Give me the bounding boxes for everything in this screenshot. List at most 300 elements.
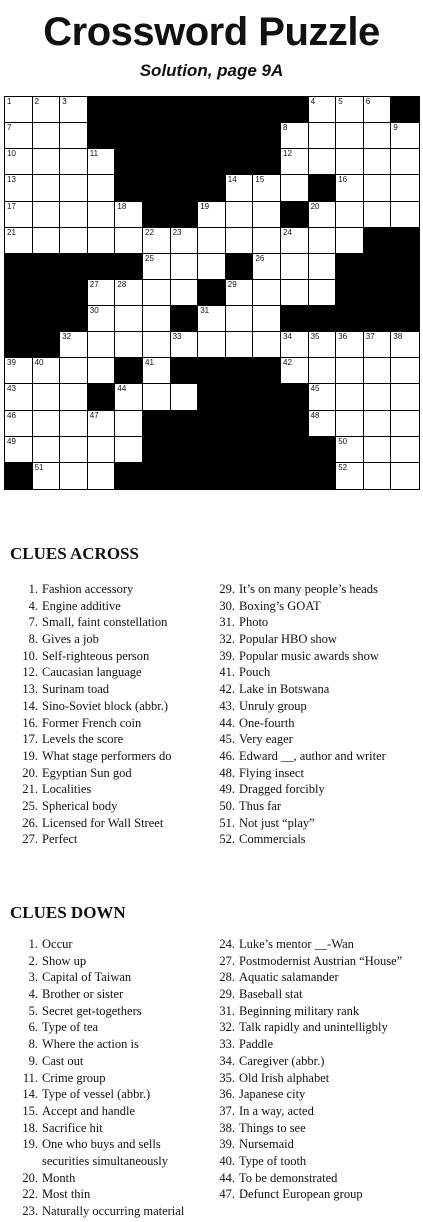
grid-cell[interactable] xyxy=(336,228,364,254)
grid-cell[interactable] xyxy=(33,384,61,410)
cell-number: 30 xyxy=(89,306,99,316)
grid-cell[interactable] xyxy=(226,332,254,358)
clue-text: Where the action is xyxy=(42,1037,139,1052)
grid-cell[interactable] xyxy=(5,175,33,201)
clue-number: 26. xyxy=(22,815,38,830)
clue-item xyxy=(207,581,386,598)
grid-cell[interactable] xyxy=(391,332,419,358)
grid-block xyxy=(88,384,116,410)
grid-cell[interactable] xyxy=(281,358,309,384)
clue-text: Capital of Taiwan xyxy=(42,970,132,985)
clue-text: One-fourth xyxy=(239,715,295,730)
clue-item xyxy=(207,731,386,748)
cell-number: 11 xyxy=(89,149,99,159)
grid-cell[interactable] xyxy=(60,175,88,201)
cell-number: 27 xyxy=(89,279,99,289)
clue-item xyxy=(10,815,171,832)
grid-cell[interactable] xyxy=(309,202,337,228)
grid-cell[interactable] xyxy=(253,254,281,280)
grid-cell[interactable] xyxy=(309,254,337,280)
grid-cell[interactable] xyxy=(364,463,392,489)
clue-text: Unruly group xyxy=(239,698,307,713)
grid-cell[interactable] xyxy=(33,149,61,175)
grid-block xyxy=(60,254,88,280)
cell-number: 45 xyxy=(310,384,320,394)
grid-block xyxy=(88,97,116,123)
grid-cell[interactable] xyxy=(253,306,281,332)
grid-cell[interactable] xyxy=(364,437,392,463)
cell-number: 20 xyxy=(310,201,320,211)
cell-number: 19 xyxy=(200,201,210,211)
clue-item xyxy=(10,1053,184,1070)
grid-cell[interactable] xyxy=(309,358,337,384)
clue-number: 14. xyxy=(22,698,38,713)
cell-number: 1 xyxy=(7,97,12,106)
cell-number: 13 xyxy=(7,175,16,185)
cell-number: 37 xyxy=(365,332,375,342)
clue-number: 21. xyxy=(22,782,38,797)
grid-cell[interactable] xyxy=(60,384,88,410)
clue-text: What stage performers do xyxy=(42,748,172,763)
grid-block xyxy=(336,280,364,306)
crossword-grid[interactable] xyxy=(4,96,420,490)
grid-cell[interactable] xyxy=(143,306,171,332)
grid-block xyxy=(171,149,199,175)
grid-cell[interactable] xyxy=(33,463,61,489)
grid-block xyxy=(281,437,309,463)
clue-number: 45. xyxy=(219,732,235,747)
grid-cell[interactable] xyxy=(309,332,337,358)
cell-number: 31 xyxy=(200,306,210,316)
grid-cell[interactable] xyxy=(336,175,364,201)
grid-cell[interactable] xyxy=(281,280,309,306)
grid-block xyxy=(226,149,254,175)
clue-number: 31. xyxy=(219,615,235,630)
grid-cell[interactable] xyxy=(336,202,364,228)
clue-text: Self-righteous person xyxy=(42,648,150,663)
grid-cell[interactable] xyxy=(226,228,254,254)
clue-item xyxy=(10,698,171,715)
cell-number: 49 xyxy=(7,436,16,446)
grid-cell[interactable] xyxy=(364,123,392,149)
clue-number: 46. xyxy=(219,748,235,763)
grid-cell[interactable] xyxy=(88,149,116,175)
grid-block xyxy=(364,254,392,280)
grid-cell[interactable] xyxy=(171,280,199,306)
grid-cell[interactable] xyxy=(309,123,337,149)
grid-block xyxy=(143,202,171,228)
grid-block xyxy=(391,280,419,306)
clue-item xyxy=(207,631,386,648)
clue-number: 44. xyxy=(219,1170,235,1185)
clue-text: Spherical body xyxy=(42,798,118,813)
grid-cell[interactable] xyxy=(171,384,199,410)
grid-cell[interactable] xyxy=(5,228,33,254)
cell-number: 48 xyxy=(310,410,320,420)
grid-cell[interactable] xyxy=(5,437,33,463)
grid-cell[interactable] xyxy=(281,123,309,149)
cell-number: 16 xyxy=(338,175,348,185)
grid-cell[interactable] xyxy=(364,411,392,437)
grid-cell[interactable] xyxy=(364,149,392,175)
grid-block xyxy=(253,123,281,149)
grid-cell[interactable] xyxy=(309,411,337,437)
grid-cell[interactable] xyxy=(253,228,281,254)
grid-cell[interactable] xyxy=(253,202,281,228)
grid-cell[interactable] xyxy=(115,411,143,437)
clue-number: 47. xyxy=(219,1187,235,1202)
grid-cell[interactable] xyxy=(5,97,33,123)
grid-block xyxy=(253,463,281,489)
grid-cell[interactable] xyxy=(88,437,116,463)
grid-cell[interactable] xyxy=(226,202,254,228)
cell-number: 28 xyxy=(117,279,127,289)
clue-number: 20. xyxy=(22,1170,38,1185)
clue-number: 48. xyxy=(219,765,235,780)
grid-cell[interactable] xyxy=(33,123,61,149)
grid-block xyxy=(198,411,226,437)
grid-block xyxy=(309,437,337,463)
grid-cell[interactable] xyxy=(143,358,171,384)
grid-block xyxy=(88,254,116,280)
grid-cell[interactable] xyxy=(281,228,309,254)
grid-cell[interactable] xyxy=(198,306,226,332)
clue-item xyxy=(10,598,171,615)
grid-cell[interactable] xyxy=(336,97,364,123)
grid-block xyxy=(198,149,226,175)
clue-text: Sino-Soviet block (abbr.) xyxy=(42,698,169,713)
grid-cell[interactable] xyxy=(391,384,419,410)
grid-cell[interactable] xyxy=(88,306,116,332)
grid-cell[interactable] xyxy=(33,411,61,437)
clue-item xyxy=(10,831,171,848)
grid-cell[interactable] xyxy=(33,202,61,228)
grid-block xyxy=(143,175,171,201)
clue-text: Levels the score xyxy=(42,732,124,747)
grid-cell[interactable] xyxy=(88,411,116,437)
clue-text: Dragged forcibly xyxy=(239,782,325,797)
clue-item xyxy=(10,1203,184,1220)
cell-number: 15 xyxy=(255,175,265,185)
clue-item xyxy=(10,715,171,732)
grid-cell[interactable] xyxy=(281,149,309,175)
grid-cell[interactable] xyxy=(309,384,337,410)
grid-cell[interactable] xyxy=(391,202,419,228)
cell-number: 29 xyxy=(227,279,237,289)
grid-cell[interactable] xyxy=(143,254,171,280)
grid-cell[interactable] xyxy=(143,228,171,254)
grid-cell[interactable] xyxy=(391,149,419,175)
clue-text: Thus far xyxy=(239,798,281,813)
grid-cell[interactable] xyxy=(5,411,33,437)
clue-text: Occur xyxy=(42,937,73,951)
grid-cell[interactable] xyxy=(115,384,143,410)
grid-cell[interactable] xyxy=(5,123,33,149)
clue-item xyxy=(10,765,171,782)
clue-text: Accept and handle xyxy=(42,1103,136,1118)
cell-number: 17 xyxy=(7,201,16,211)
grid-cell[interactable] xyxy=(60,97,88,123)
across-clues-left xyxy=(10,581,171,848)
clue-number: 15. xyxy=(22,1103,38,1118)
grid-cell[interactable] xyxy=(60,123,88,149)
grid-cell[interactable] xyxy=(336,437,364,463)
clue-text: Secret get-togethers xyxy=(42,1003,142,1018)
clue-number: 32. xyxy=(219,1020,235,1035)
clue-text: Caregiver (abbr.) xyxy=(239,1053,325,1068)
grid-cell[interactable] xyxy=(391,411,419,437)
grid-block xyxy=(253,384,281,410)
grid-cell[interactable] xyxy=(198,254,226,280)
cell-number: 47 xyxy=(89,410,99,420)
clue-item xyxy=(207,748,386,765)
clue-number: 30. xyxy=(219,598,235,613)
clue-number: 32. xyxy=(219,632,235,647)
grid-cell[interactable] xyxy=(60,228,88,254)
clue-number: 5. xyxy=(28,1003,38,1018)
clue-item xyxy=(207,969,402,986)
clue-number: 28. xyxy=(219,970,235,985)
grid-cell[interactable] xyxy=(364,175,392,201)
cell-number: 4 xyxy=(310,97,316,106)
clue-item xyxy=(207,953,402,970)
grid-cell[interactable] xyxy=(88,202,116,228)
grid-cell[interactable] xyxy=(336,411,364,437)
clue-number: 50. xyxy=(219,798,235,813)
clue-item xyxy=(10,731,171,748)
clue-text: Old Irish alphabet xyxy=(239,1070,330,1085)
grid-cell[interactable] xyxy=(364,384,392,410)
grid-block xyxy=(364,228,392,254)
grid-cell[interactable] xyxy=(33,437,61,463)
clue-item xyxy=(10,781,171,798)
grid-cell[interactable] xyxy=(5,358,33,384)
grid-cell[interactable] xyxy=(198,228,226,254)
grid-cell[interactable] xyxy=(336,149,364,175)
grid-cell[interactable] xyxy=(171,254,199,280)
grid-cell[interactable] xyxy=(88,280,116,306)
clue-item xyxy=(207,648,386,665)
clue-number: 11. xyxy=(22,1070,38,1085)
grid-cell[interactable] xyxy=(60,463,88,489)
cell-number: 38 xyxy=(393,332,403,342)
clue-text: Engine additive xyxy=(42,598,121,613)
grid-cell[interactable] xyxy=(115,202,143,228)
grid-cell[interactable] xyxy=(391,463,419,489)
down-clues-right xyxy=(207,936,402,1203)
clue-text: Pouch xyxy=(239,665,271,680)
grid-cell[interactable] xyxy=(309,280,337,306)
clue-text: In a way, acted xyxy=(239,1103,314,1118)
cell-number: 14 xyxy=(227,175,237,185)
clue-number: 19. xyxy=(22,1137,38,1152)
grid-cell[interactable] xyxy=(5,384,33,410)
cell-number: 43 xyxy=(7,384,16,394)
cell-number: 32 xyxy=(62,332,72,342)
grid-cell[interactable] xyxy=(115,437,143,463)
grid-cell[interactable] xyxy=(253,332,281,358)
grid-cell[interactable] xyxy=(171,332,199,358)
grid-cell[interactable] xyxy=(336,123,364,149)
cell-number: 9 xyxy=(393,123,398,133)
grid-cell[interactable] xyxy=(115,228,143,254)
grid-block xyxy=(60,280,88,306)
clue-text: Show up xyxy=(42,953,87,968)
grid-cell[interactable] xyxy=(88,332,116,358)
clue-text: Egyptian Sun god xyxy=(42,765,132,780)
grid-block xyxy=(198,384,226,410)
grid-cell[interactable] xyxy=(336,332,364,358)
grid-cell[interactable] xyxy=(60,358,88,384)
grid-cell[interactable] xyxy=(253,175,281,201)
grid-cell[interactable] xyxy=(5,149,33,175)
clue-number: 20. xyxy=(22,765,38,780)
clue-item xyxy=(10,1153,184,1170)
grid-cell[interactable] xyxy=(60,411,88,437)
grid-block xyxy=(391,97,419,123)
cell-number: 3 xyxy=(62,97,67,106)
grid-cell[interactable] xyxy=(364,358,392,384)
grid-cell[interactable] xyxy=(281,254,309,280)
cell-number: 5 xyxy=(338,97,343,106)
clue-number: 17. xyxy=(22,732,38,747)
grid-cell[interactable] xyxy=(88,228,116,254)
grid-block xyxy=(171,411,199,437)
clue-item xyxy=(10,1120,184,1137)
grid-block xyxy=(143,123,171,149)
clue-text: Defunct European group xyxy=(239,1187,363,1202)
clue-text: Japanese city xyxy=(239,1087,306,1102)
down-heading: CLUES DOWN xyxy=(10,903,126,922)
clue-item xyxy=(10,664,171,681)
grid-block xyxy=(253,411,281,437)
grid-cell[interactable] xyxy=(88,358,116,384)
clue-number: 8. xyxy=(28,1037,38,1052)
grid-cell[interactable] xyxy=(309,97,337,123)
grid-block xyxy=(115,175,143,201)
grid-cell[interactable] xyxy=(33,97,61,123)
grid-cell[interactable] xyxy=(143,280,171,306)
grid-block xyxy=(171,437,199,463)
grid-cell[interactable] xyxy=(33,358,61,384)
clue-item xyxy=(207,614,386,631)
grid-block xyxy=(391,228,419,254)
grid-block xyxy=(226,463,254,489)
grid-cell[interactable] xyxy=(391,358,419,384)
grid-cell[interactable] xyxy=(171,228,199,254)
clue-text: Things to see xyxy=(239,1120,306,1135)
clue-number: 36. xyxy=(219,1087,235,1102)
grid-cell[interactable] xyxy=(336,384,364,410)
clue-item xyxy=(207,936,402,953)
grid-cell[interactable] xyxy=(309,149,337,175)
grid-cell[interactable] xyxy=(115,306,143,332)
grid-block xyxy=(171,175,199,201)
grid-block xyxy=(5,306,33,332)
clue-text: Not just “play” xyxy=(239,815,315,830)
grid-cell[interactable] xyxy=(143,384,171,410)
grid-cell[interactable] xyxy=(60,332,88,358)
clue-text: Type of tea xyxy=(42,1020,99,1035)
grid-cell[interactable] xyxy=(364,97,392,123)
grid-cell[interactable] xyxy=(60,202,88,228)
cell-number: 44 xyxy=(117,384,127,394)
grid-cell[interactable] xyxy=(5,202,33,228)
grid-cell[interactable] xyxy=(198,202,226,228)
across-heading: CLUES ACROSS xyxy=(10,544,139,563)
grid-cell[interactable] xyxy=(253,280,281,306)
grid-cell[interactable] xyxy=(391,175,419,201)
grid-cell[interactable] xyxy=(143,332,171,358)
grid-cell[interactable] xyxy=(364,202,392,228)
grid-cell[interactable] xyxy=(60,149,88,175)
clue-item xyxy=(207,1019,402,1036)
cell-number: 41 xyxy=(145,358,154,368)
grid-cell[interactable] xyxy=(336,463,364,489)
grid-cell[interactable] xyxy=(391,123,419,149)
grid-block xyxy=(5,280,33,306)
clue-text: Nursemaid xyxy=(239,1137,294,1152)
clue-number: 16. xyxy=(22,715,38,730)
clue-number: 7. xyxy=(28,615,38,630)
grid-block xyxy=(33,306,61,332)
grid-cell[interactable] xyxy=(226,280,254,306)
cell-number: 35 xyxy=(310,332,320,342)
grid-block xyxy=(33,280,61,306)
grid-cell[interactable] xyxy=(309,228,337,254)
grid-block xyxy=(364,280,392,306)
grid-cell[interactable] xyxy=(226,306,254,332)
grid-block xyxy=(198,463,226,489)
grid-cell[interactable] xyxy=(88,463,116,489)
grid-cell[interactable] xyxy=(33,228,61,254)
grid-block xyxy=(226,254,254,280)
clue-number: 22. xyxy=(22,1187,38,1202)
grid-cell[interactable] xyxy=(281,332,309,358)
grid-block xyxy=(336,254,364,280)
grid-cell[interactable] xyxy=(115,280,143,306)
grid-block xyxy=(143,149,171,175)
grid-cell[interactable] xyxy=(364,332,392,358)
grid-cell[interactable] xyxy=(391,437,419,463)
grid-cell[interactable] xyxy=(60,437,88,463)
clue-text: Naturally occurring material xyxy=(42,1204,185,1218)
clue-item xyxy=(207,831,386,848)
grid-cell[interactable] xyxy=(281,175,309,201)
page-title: Crossword Puzzle xyxy=(43,10,380,54)
grid-block xyxy=(226,384,254,410)
grid-cell[interactable] xyxy=(115,332,143,358)
clue-item xyxy=(207,1070,402,1087)
grid-cell[interactable] xyxy=(33,175,61,201)
grid-block xyxy=(171,358,199,384)
clue-number: 29. xyxy=(219,987,235,1002)
grid-cell[interactable] xyxy=(226,175,254,201)
clue-text: Talk rapidly and unintelligbly xyxy=(239,1020,388,1035)
grid-block xyxy=(253,437,281,463)
clue-text: Aquatic salamander xyxy=(239,970,339,985)
clue-item xyxy=(207,1036,402,1053)
grid-cell[interactable] xyxy=(336,358,364,384)
grid-block xyxy=(198,358,226,384)
cell-number: 7 xyxy=(7,123,12,133)
grid-block xyxy=(309,463,337,489)
grid-cell[interactable] xyxy=(88,175,116,201)
grid-block xyxy=(115,254,143,280)
clue-number: 42. xyxy=(219,682,235,697)
clue-number: 31. xyxy=(219,1003,235,1018)
grid-cell[interactable] xyxy=(198,332,226,358)
